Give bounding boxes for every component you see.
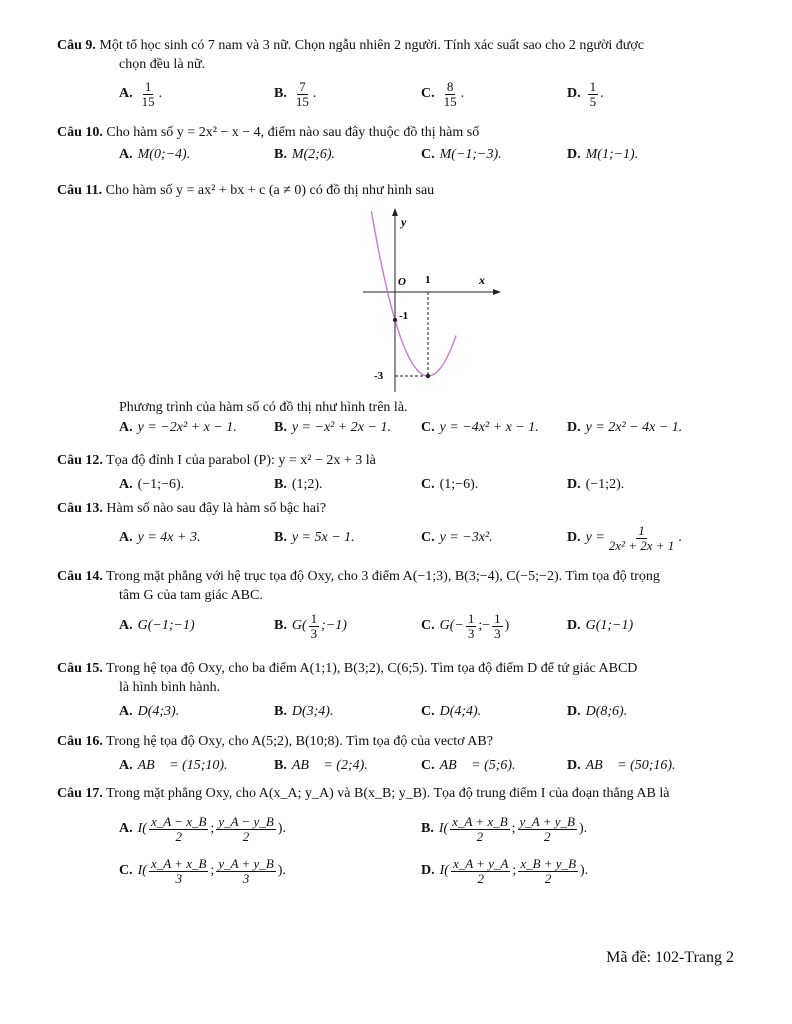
options-q12 xyxy=(119,473,739,497)
y-tick-label-2: -3 xyxy=(374,370,384,382)
question-number: Câu 17. xyxy=(57,786,103,801)
question-number: Câu 14. xyxy=(57,569,103,584)
option-a[interactable]: A. (−1;−6). xyxy=(119,477,185,492)
question-text: Trong mặt phẳng với hệ trục tọa độ Oxy, cho 3 điểm A(−1;3), B(3;−4), C(−5;−2). Tìm tọa độ trọng xyxy=(106,569,660,584)
y-axis-arrow xyxy=(392,208,398,216)
question-text: Trong hệ tọa độ Oxy, cho ba điểm A(1;1), B(3;2), C(6;5). Tìm tọa độ điểm D để tứ giác ABCD xyxy=(106,661,638,676)
parabola-graph xyxy=(355,204,505,394)
option-b[interactable]: B. G( $\frac{1}{3}$ ;−1) xyxy=(274,610,347,641)
option-d[interactable]: D. (−1;2). xyxy=(567,477,625,492)
option-d[interactable]: D. $\frac{1}{5}$ . xyxy=(567,78,604,109)
options-q16 xyxy=(119,754,739,778)
question-number: Câu 16. xyxy=(57,734,103,749)
question-number: Câu 13. xyxy=(57,501,103,516)
question-15 xyxy=(57,659,747,697)
question-11 xyxy=(57,181,747,200)
option-a[interactable]: A. D(4;3). xyxy=(119,704,180,719)
question-text: Cho hàm số y = 2x² − x − 4, điểm nào sau đây thuộc đồ thị hàm số xyxy=(106,125,480,140)
option-a[interactable]: A. AB⃗ = (15;10). xyxy=(119,758,228,773)
question-text: Cho hàm số y = ax² + bx + c (a ≠ 0) có đồ thị như hình sau xyxy=(105,183,435,198)
option-b[interactable]: B. $\frac{7}{15}$ . xyxy=(274,78,317,109)
option-d[interactable]: D. y = 2x² − 4x − 1. xyxy=(567,420,683,435)
option-a[interactable]: A. y = 4x + 3. xyxy=(119,530,201,545)
options-q15 xyxy=(119,700,739,724)
options-q11 xyxy=(119,416,739,440)
option-c[interactable]: C. G(− $\frac{1}{3}$ ;− $\frac{1}{3}$ ) xyxy=(421,610,510,641)
question-text: Trong mặt phẳng Oxy, cho A(x_A; y_A) và B(x_B; y_B). Tọa độ trung điểm I của đoạn thẳng AB là xyxy=(106,786,670,801)
options-q17-row2 xyxy=(119,852,739,890)
question-text: Trong hệ tọa độ Oxy, cho A(5;2), B(10;8). Tìm tọa độ của vectơ AB? xyxy=(106,734,493,749)
option-d[interactable]: D. M(1;−1). xyxy=(567,147,639,162)
option-d[interactable]: D. G(1;−1) xyxy=(567,618,634,633)
y-tick-label-1: -1 xyxy=(399,310,409,322)
question-12 xyxy=(57,451,747,470)
parabola-curve xyxy=(371,211,456,376)
option-d[interactable]: D. D(8;6). xyxy=(567,704,628,719)
option-a[interactable]: A. $\frac{1}{15}$ . xyxy=(119,78,163,109)
question-number: Câu 9. xyxy=(57,38,96,53)
option-d[interactable]: D. y = $\frac{1}{\text{2x² + 2x + 1}}$ . xyxy=(567,522,682,553)
option-b[interactable]: B. D(3;4). xyxy=(274,704,334,719)
option-d[interactable]: D. AB⃗ = (50;16). xyxy=(567,758,676,773)
question-11-cont xyxy=(119,398,792,417)
question-13 xyxy=(57,499,747,518)
y-axis-label: y xyxy=(401,215,407,229)
question-9 xyxy=(57,36,747,74)
question-text-cont: là hình bình hành. xyxy=(119,680,221,695)
option-b[interactable]: B. AB⃗ = (2;4). xyxy=(274,758,368,773)
question-number: Câu 11. xyxy=(57,183,103,198)
question-text-cont: chọn đều là nữ. xyxy=(119,57,206,72)
option-c[interactable]: C. $\frac{8}{15}$ . xyxy=(421,78,465,109)
options-q9 xyxy=(119,76,739,112)
option-a[interactable]: A. M(0;−4). xyxy=(119,147,191,162)
options-q17-row1 xyxy=(119,810,739,848)
options-q13 xyxy=(119,520,739,556)
option-b[interactable]: B. (1;2). xyxy=(274,477,323,492)
question-text-cont: tâm G của tam giác ABC. xyxy=(119,588,263,603)
question-17 xyxy=(57,784,747,803)
question-text-cont: Phương trình của hàm số có đồ thị như hình trên là. xyxy=(119,400,408,415)
question-number: Câu 12. xyxy=(57,453,103,468)
question-10 xyxy=(57,123,747,142)
option-b[interactable]: B. I( $\frac{x\_A + x\_B}{2}$ ; $\frac{y\_A + y\_B}{2}$ ). xyxy=(421,813,588,844)
x-tick-label: 1 xyxy=(425,274,431,286)
option-c[interactable]: C. D(4;4). xyxy=(421,704,482,719)
option-d[interactable]: D. I( $\frac{x\_A + y\_A}{2}$ ; $\frac{x\_B + y\_B}{2}$ ). xyxy=(421,855,589,886)
option-c[interactable]: C. I( $\frac{x\_A + x\_B}{3}$ ; $\frac{y\_A + y\_B}{3}$ ). xyxy=(119,855,286,886)
option-b[interactable]: B. y = −x² + 2x − 1. xyxy=(274,420,391,435)
option-b[interactable]: B. y = 5x − 1. xyxy=(274,530,355,545)
origin-label: O xyxy=(398,276,406,288)
question-number: Câu 15. xyxy=(57,661,103,676)
options-q14 xyxy=(119,608,739,644)
option-a[interactable]: A. y = −2x² + x − 1. xyxy=(119,420,237,435)
option-c[interactable]: C. (1;−6). xyxy=(421,477,479,492)
question-16 xyxy=(57,732,747,751)
vertex-point xyxy=(426,374,430,378)
y-intercept-point xyxy=(393,318,397,322)
option-c[interactable]: C. y = −3x². xyxy=(421,530,493,545)
x-axis-arrow xyxy=(493,289,501,295)
question-text: Một tổ học sinh có 7 nam và 3 nữ. Chọn ngẫu nhiên 2 người. Tính xác suất sao cho 2 người được xyxy=(99,38,644,53)
question-14 xyxy=(57,567,747,605)
question-text: Hàm số nào sau đây là hàm số bậc hai? xyxy=(106,501,327,516)
question-text: Tọa độ đỉnh I của parabol (P): y = x² − 2x + 3 là xyxy=(106,453,376,468)
option-a[interactable]: A. I( $\frac{x\_A - x\_B}{2}$ ; $\frac{y\_A - y\_B}{2}$ ). xyxy=(119,813,286,844)
page-footer: Mã đề: 102-Trang 2 xyxy=(606,949,734,966)
option-b[interactable]: B. M(2;6). xyxy=(274,147,335,162)
question-number: Câu 10. xyxy=(57,125,103,140)
x-axis-label: x xyxy=(479,273,485,287)
option-c[interactable]: C. y = −4x² + x − 1. xyxy=(421,420,539,435)
option-a[interactable]: A. G(−1;−1) xyxy=(119,618,195,633)
options-q10 xyxy=(119,143,739,167)
option-c[interactable]: C. M(−1;−3). xyxy=(421,147,502,162)
option-c[interactable]: C. AB⃗ = (5;6). xyxy=(421,758,516,773)
